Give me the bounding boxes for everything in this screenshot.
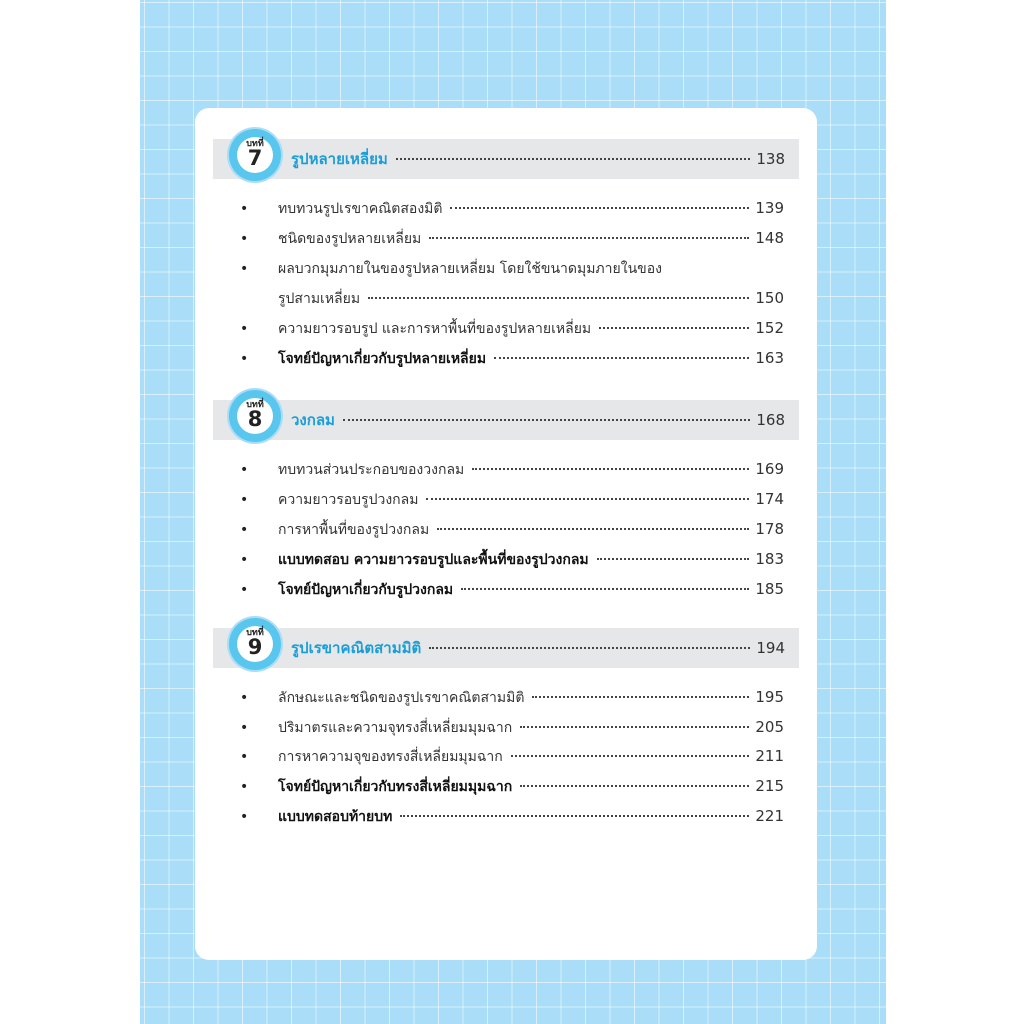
bullet: • (240, 690, 249, 706)
toc-entry[interactable] (232, 198, 784, 220)
bullet: • (240, 809, 249, 825)
dot-leader (599, 327, 749, 329)
page-number: 148 (755, 229, 784, 247)
page-number: 138 (756, 150, 785, 168)
dot-leader (396, 158, 751, 160)
toc-entry[interactable] (232, 579, 784, 601)
chapter-number: 9 (247, 635, 263, 659)
entry-title: แบบทดสอบท้ายบท (278, 809, 393, 825)
entry-title: โจทย์ปัญหาเกี่ยวกับทรงสี่เหลี่ยมมุมฉาก (278, 779, 513, 795)
toc-entry[interactable] (232, 806, 784, 828)
dot-leader (450, 207, 749, 209)
toc-entry[interactable] (232, 687, 784, 709)
page-number: 211 (755, 747, 784, 765)
dot-leader (597, 558, 750, 560)
page-number: 185 (755, 580, 784, 598)
toc-entry[interactable] (232, 258, 784, 280)
chapter-8-heading[interactable] (213, 400, 799, 440)
chapter-badge (229, 129, 281, 181)
dot-leader (520, 726, 749, 728)
chapter-number: 7 (247, 146, 263, 170)
toc-entry[interactable] (232, 228, 784, 250)
dot-leader (400, 815, 749, 817)
bullet: • (240, 522, 249, 538)
badge-label: บทที่ (246, 139, 264, 149)
bullet: • (240, 231, 249, 247)
page-number: 163 (755, 349, 784, 367)
chapter-9-heading[interactable] (213, 628, 799, 668)
dot-leader (429, 647, 750, 649)
toc-entry[interactable] (232, 746, 784, 768)
badge-label: บทที่ (246, 628, 264, 638)
dot-leader (511, 755, 750, 757)
dot-leader (494, 357, 749, 359)
bullet: • (240, 582, 249, 598)
bullet: • (240, 779, 249, 795)
entry-title: ทบทวนรูปเรขาคณิตสองมิติ (278, 201, 443, 217)
bullet: • (240, 552, 249, 568)
toc-entry[interactable] (232, 776, 784, 798)
bullet: • (240, 201, 249, 217)
entry-title: การหาความจุของทรงสี่เหลี่ยมมุมฉาก (278, 749, 503, 765)
page-number: 139 (755, 199, 784, 217)
page-number: 205 (755, 718, 784, 736)
toc-entry[interactable] (232, 489, 784, 511)
page-number: 178 (755, 520, 784, 538)
dot-leader (426, 498, 749, 500)
page-number: 150 (755, 289, 784, 307)
bullet: • (240, 321, 249, 337)
dot-leader (429, 237, 749, 239)
entry-title: ทบทวนส่วนประกอบของวงกลม (278, 462, 465, 478)
toc-entry[interactable] (232, 549, 784, 571)
toc-entry[interactable] (232, 348, 784, 370)
bullet: • (240, 351, 249, 367)
dot-leader (368, 297, 749, 299)
dot-leader (437, 528, 749, 530)
dot-leader (472, 468, 749, 470)
page-number: 152 (755, 319, 784, 337)
page-number: 168 (756, 411, 785, 429)
entry-title-continued: รูปสามเหลี่ยม (278, 291, 361, 307)
entry-title: ลักษณะและชนิดของรูปเรขาคณิตสามมิติ (278, 690, 525, 706)
badge-label: บทที่ (246, 400, 264, 410)
bullet: • (240, 462, 249, 478)
bullet: • (240, 749, 249, 765)
entry-title: ชนิดของรูปหลายเหลี่ยม (278, 231, 422, 247)
entry-title: ปริมาตรและความจุทรงสี่เหลี่ยมมุมฉาก (278, 720, 513, 736)
chapter-number: 8 (247, 407, 263, 431)
page-number: 215 (755, 777, 784, 795)
entry-title: ความยาวรอบรูปวงกลม (278, 492, 419, 508)
entry-title: โจทย์ปัญหาเกี่ยวกับรูปหลายเหลี่ยม (278, 351, 487, 367)
dot-leader (461, 588, 749, 590)
toc-entry[interactable] (232, 318, 784, 340)
chapter-badge (229, 618, 281, 670)
dot-leader (343, 419, 750, 421)
toc-entry-continuation[interactable] (232, 288, 784, 310)
entry-title: ผลบวกมุมภายในของรูปหลายเหลี่ยม โดยใช้ขนาดมุมภายในของ (278, 261, 662, 277)
entry-title: การหาพื้นที่ของรูปวงกลม (278, 522, 430, 538)
page-number: 183 (755, 550, 784, 568)
dot-leader (520, 785, 749, 787)
toc-entry[interactable] (232, 717, 784, 739)
page-number: 174 (755, 490, 784, 508)
bullet: • (240, 261, 249, 277)
dot-leader (532, 696, 749, 698)
chapter-badge (229, 390, 281, 442)
page-number: 195 (755, 688, 784, 706)
entry-title: ความยาวรอบรูป และการหาพื้นที่ของรูปหลายเหลี่ยม (278, 321, 592, 337)
toc-entry[interactable] (232, 519, 784, 541)
bullet: • (240, 720, 249, 736)
chapter-title: รูปเรขาคณิตสามมิติ (291, 639, 422, 657)
bullet: • (240, 492, 249, 508)
page-number: 169 (755, 460, 784, 478)
entry-title: แบบทดสอบ ความยาวรอบรูปและพื้นที่ของรูปวงกลม (278, 552, 589, 568)
toc-entry[interactable] (232, 459, 784, 481)
page-number: 194 (756, 639, 785, 657)
chapter-7-heading[interactable] (213, 139, 799, 179)
chapter-title: รูปหลายเหลี่ยม (291, 150, 388, 168)
chapter-title: วงกลม (291, 411, 335, 429)
entry-title: โจทย์ปัญหาเกี่ยวกับรูปวงกลม (278, 582, 454, 598)
page-number: 221 (755, 807, 784, 825)
